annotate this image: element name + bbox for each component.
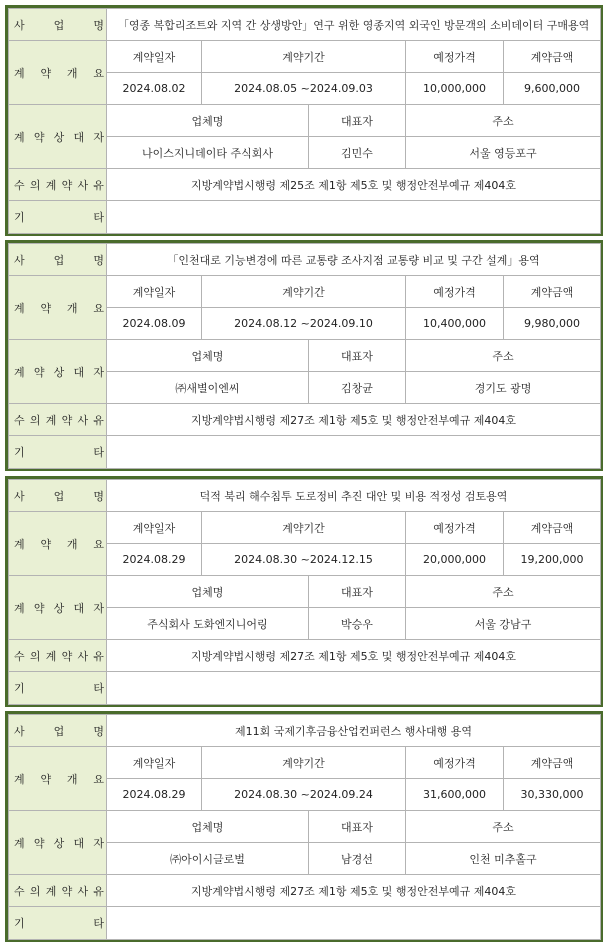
header-contract-amount: 계약금액 xyxy=(504,747,601,779)
reason: 지방계약법시행령 제25조 제1항 제5호 및 행정안전부예규 제404호 xyxy=(107,169,601,201)
contract-date: 2024.08.02 xyxy=(107,73,202,105)
company-name: 주식회사 도화엔지니어링 xyxy=(107,608,309,640)
header-contract-amount: 계약금액 xyxy=(504,41,601,73)
label-project: 사 업 명 xyxy=(14,18,104,32)
header-estimated-price: 예정가격 xyxy=(406,512,504,544)
contract-amount: 19,200,000 xyxy=(504,544,601,576)
label-overview: 계 약 개 요 xyxy=(14,537,104,551)
contract-table xyxy=(8,8,601,234)
etc xyxy=(107,672,601,705)
reason: 지방계약법시행령 제27조 제1항 제5호 및 행정안전부예규 제404호 xyxy=(107,404,601,436)
estimated-price: 20,000,000 xyxy=(406,544,504,576)
contract-amount: 9,980,000 xyxy=(504,308,601,340)
contract-amount: 30,330,000 xyxy=(504,779,601,811)
contract-period: 2024.08.05 ~2024.09.03 xyxy=(202,73,406,105)
label-project: 사 업 명 xyxy=(14,489,104,503)
label-etc: 기 타 xyxy=(14,682,104,695)
label-project: 사 업 명 xyxy=(14,253,104,267)
label-etc: 기 타 xyxy=(14,446,104,459)
representative: 김창균 xyxy=(309,372,406,404)
address: 경기도 광명 xyxy=(406,372,601,404)
contract-block xyxy=(5,240,603,471)
header-representative: 대표자 xyxy=(309,811,406,843)
label-project: 사 업 명 xyxy=(14,724,104,738)
contract-period: 2024.08.30 ~2024.12.15 xyxy=(202,544,406,576)
header-representative: 대표자 xyxy=(309,105,406,137)
label-reason: 수 의 계 약 사 유 xyxy=(14,178,104,192)
company-name: 나이스지니데이타 주식회사 xyxy=(107,137,309,169)
label-overview: 계 약 개 요 xyxy=(14,66,104,80)
contract-date: 2024.08.29 xyxy=(107,544,202,576)
header-address: 주소 xyxy=(406,576,601,608)
project-name: 「인천대로 기능변경에 따른 교통량 조사지점 교통량 비교 및 구간 설계」용역 xyxy=(107,244,601,276)
label-reason: 수 의 계 약 사 유 xyxy=(14,649,104,663)
header-estimated-price: 예정가격 xyxy=(406,747,504,779)
representative: 박승우 xyxy=(309,608,406,640)
header-contract-period: 계약기간 xyxy=(202,512,406,544)
contract-block xyxy=(5,711,603,942)
etc xyxy=(107,201,601,234)
label-counterparty: 계 약 상 대 자 xyxy=(14,130,104,144)
label-counterparty: 계 약 상 대 자 xyxy=(14,836,104,850)
header-contract-period: 계약기간 xyxy=(202,276,406,308)
estimated-price: 10,000,000 xyxy=(406,73,504,105)
header-company-name: 업체명 xyxy=(107,105,309,137)
representative: 남경선 xyxy=(309,843,406,875)
representative: 김민수 xyxy=(309,137,406,169)
contract-block xyxy=(5,476,603,707)
etc xyxy=(107,436,601,469)
label-overview: 계 약 개 요 xyxy=(14,301,104,315)
header-address: 주소 xyxy=(406,340,601,372)
header-contract-date: 계약일자 xyxy=(107,276,202,308)
label-reason: 수 의 계 약 사 유 xyxy=(14,884,104,898)
contract-block xyxy=(5,5,603,236)
address: 인천 미추홀구 xyxy=(406,843,601,875)
contract-table xyxy=(8,479,601,705)
contract-period: 2024.08.30 ~2024.09.24 xyxy=(202,779,406,811)
header-contract-period: 계약기간 xyxy=(202,41,406,73)
estimated-price: 31,600,000 xyxy=(406,779,504,811)
project-name: 제11회 국제기후금융산업컨퍼런스 행사대행 용역 xyxy=(107,715,601,747)
header-estimated-price: 예정가격 xyxy=(406,41,504,73)
contract-amount: 9,600,000 xyxy=(504,73,601,105)
reason: 지방계약법시행령 제27조 제1항 제5호 및 행정안전부예규 제404호 xyxy=(107,640,601,672)
header-contract-date: 계약일자 xyxy=(107,41,202,73)
header-contract-date: 계약일자 xyxy=(107,512,202,544)
company-name: ㈜아이시글로벌 xyxy=(107,843,309,875)
project-name: 「영종 복합리조트와 지역 간 상생방안」연구 위한 영종지역 외국인 방문객의 소비데이터 구매용역 xyxy=(107,9,601,41)
address: 서울 강남구 xyxy=(406,608,601,640)
label-reason: 수 의 계 약 사 유 xyxy=(14,413,104,427)
header-address: 주소 xyxy=(406,105,601,137)
estimated-price: 10,400,000 xyxy=(406,308,504,340)
header-contract-period: 계약기간 xyxy=(202,747,406,779)
header-contract-amount: 계약금액 xyxy=(504,512,601,544)
contract-period: 2024.08.12 ~2024.09.10 xyxy=(202,308,406,340)
label-etc: 기 타 xyxy=(14,917,104,930)
header-estimated-price: 예정가격 xyxy=(406,276,504,308)
company-name: ㈜새별이엔씨 xyxy=(107,372,309,404)
reason: 지방계약법시행령 제27조 제1항 제5호 및 행정안전부예규 제404호 xyxy=(107,875,601,907)
etc xyxy=(107,907,601,940)
label-counterparty: 계 약 상 대 자 xyxy=(14,601,104,615)
contract-table xyxy=(8,243,601,469)
label-overview: 계 약 개 요 xyxy=(14,772,104,786)
header-company-name: 업체명 xyxy=(107,811,309,843)
header-contract-date: 계약일자 xyxy=(107,747,202,779)
address: 서울 영등포구 xyxy=(406,137,601,169)
contract-date: 2024.08.09 xyxy=(107,308,202,340)
project-name: 덕적 북리 해수침투 도로정비 추진 대안 및 비용 적정성 검토용역 xyxy=(107,480,601,512)
header-contract-amount: 계약금액 xyxy=(504,276,601,308)
header-address: 주소 xyxy=(406,811,601,843)
contract-table xyxy=(8,714,601,940)
header-representative: 대표자 xyxy=(309,340,406,372)
header-representative: 대표자 xyxy=(309,576,406,608)
header-company-name: 업체명 xyxy=(107,340,309,372)
header-company-name: 업체명 xyxy=(107,576,309,608)
contract-date: 2024.08.29 xyxy=(107,779,202,811)
label-counterparty: 계 약 상 대 자 xyxy=(14,365,104,379)
label-etc: 기 타 xyxy=(14,211,104,224)
